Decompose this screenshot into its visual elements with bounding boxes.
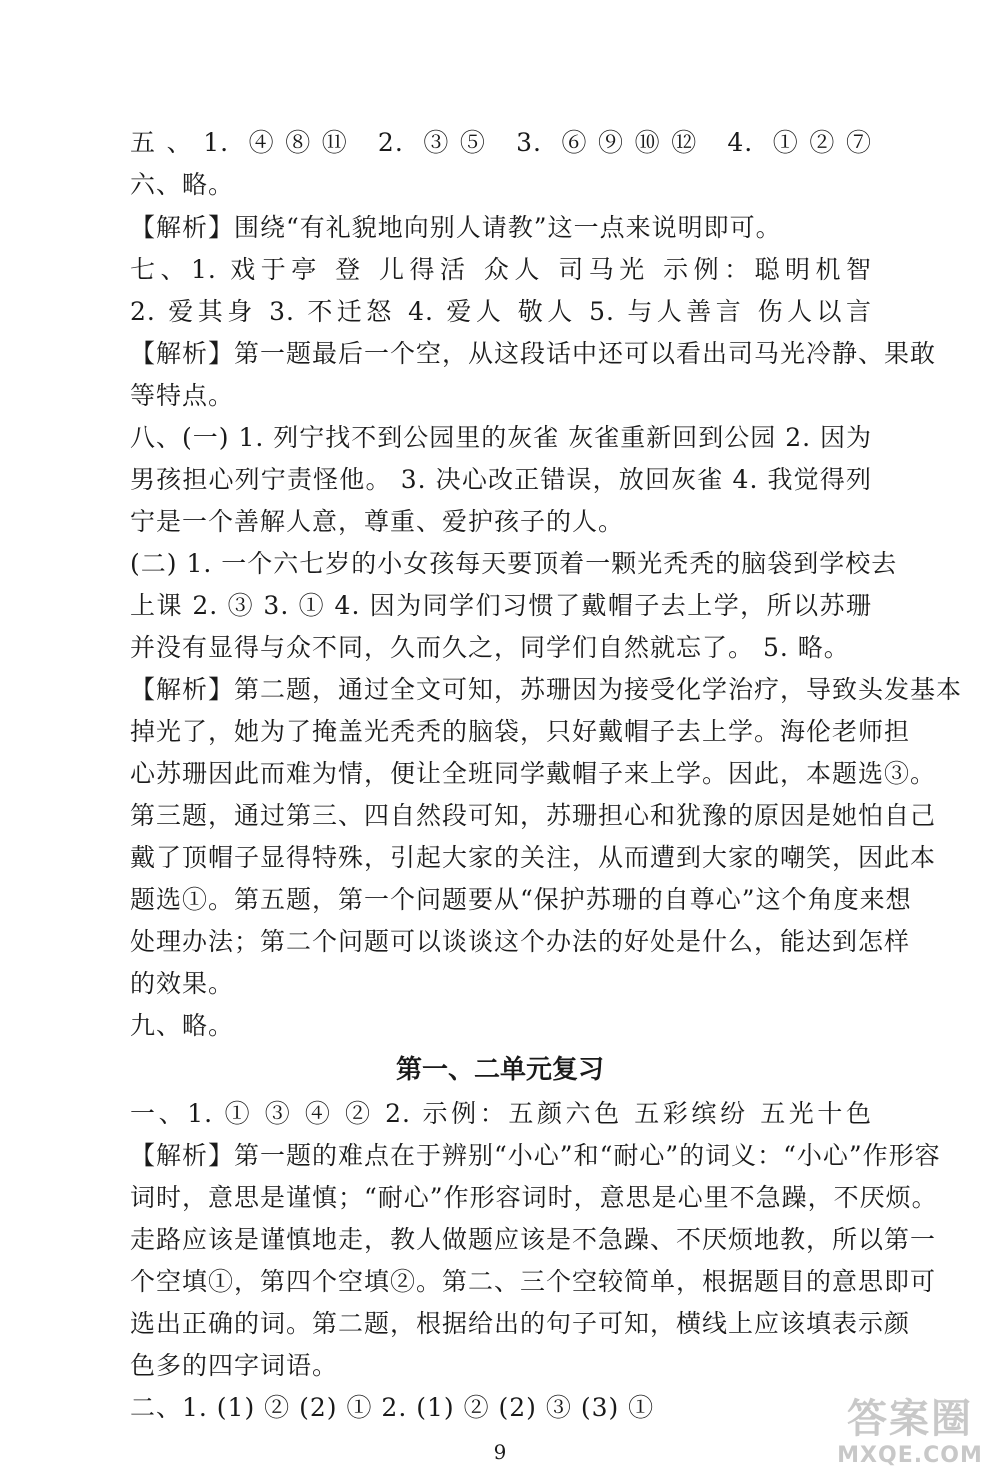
analysis-line: 掉光了，她为了掩盖光秃秃的脑袋，只好戴帽子去上学。海伦老师担 xyxy=(130,717,911,746)
watermark-url: MXQE.COM xyxy=(837,1443,983,1468)
answer-line: 男孩担心列宁责怪他。 3. 决心改正错误，放回灰雀 4. 我觉得列 xyxy=(130,465,872,494)
analysis-line: 戴了顶帽子显得特殊，引起大家的关注，从而遭到大家的嘲笑，因此本 xyxy=(130,843,937,872)
analysis-line: 心苏珊因此而难为情，便让全班同学戴帽子来上学。因此，本题选③。 xyxy=(130,759,937,788)
analysis-line: 走路应该是谨慎地走，教人做题应该是不急躁、不厌烦地教，所以第一 xyxy=(130,1225,937,1254)
analysis-line: 【解析】第二题，通过全文可知，苏珊因为接受化学治疗，导致头发基本 xyxy=(130,675,963,704)
answer-line-1: 一、1. ① ③ ④ ② 2. 示例：五颜六色 五彩缤纷 五光十色 xyxy=(130,1099,872,1128)
answer-line-9: 九、略。 xyxy=(130,1011,235,1040)
analysis-line: 的效果。 xyxy=(130,969,235,998)
page-number: 9 xyxy=(493,1440,507,1464)
answer-line-7: 七、1. 戏于亭 登 儿得活 众人 司马光 示例：聪明机智 xyxy=(130,255,872,284)
analysis-line: 题选①。第五题，第一个问题要从“保护苏珊的自尊心”这个角度来想 xyxy=(130,885,912,914)
analysis-line: 处理办法；第二个问题可以谈谈这个办法的好处是什么，能达到怎样 xyxy=(130,927,911,956)
answer-line-5: 五、1. ④⑧⑪ 2. ③⑤ 3. ⑥⑨⑩⑫ 4. ①②⑦ xyxy=(130,128,872,157)
answer-line-2: 二、1. (1) ② (2) ① 2. (1) ② (2) ③ (3) ① xyxy=(130,1393,655,1422)
section-title: 第一、二单元复习 xyxy=(395,1055,604,1085)
answer-line: (二) 1. 一个六七岁的小女孩每天要顶着一颗光秃秃的脑袋到学校去 xyxy=(130,549,898,578)
analysis-line: 选出正确的词。第二题，根据给出的句子可知，横线上应该填表示颜 xyxy=(130,1309,911,1338)
watermark-logo xyxy=(830,1395,990,1473)
analysis-line: 等特点。 xyxy=(130,381,235,410)
answer-line-8: 八、(一) 1. 列宁找不到公园里的灰雀 灰雀重新回到公园 2. 因为 xyxy=(130,423,872,452)
analysis-line: 个空填①，第四个空填②。第二、三个空较简单，根据题目的意思即可 xyxy=(130,1267,937,1296)
analysis-line: 【解析】第一题的难点在于辨别“小心”和“耐心”的词义：“小心”作形容 xyxy=(130,1141,941,1170)
analysis-line: 第三题，通过第三、四自然段可知，苏珊担心和犹豫的原因是她怕自己 xyxy=(130,801,937,830)
analysis-line: 【解析】围绕“有礼貌地向别人请教”这一点来说明即可。 xyxy=(130,213,782,242)
answer-line: 宁是一个善解人意，尊重、爱护孩子的人。 xyxy=(130,507,625,536)
watermark-glyphs: 答案圈 xyxy=(847,1395,973,1442)
answer-line: 上课 2. ③ 3. ① 4. 因为同学们习惯了戴帽子去上学，所以苏珊 xyxy=(130,591,872,620)
answer-line-6: 六、略。 xyxy=(130,170,235,199)
answer-line: 2. 爱其身 3. 不迁怒 4. 爱人 敬人 5. 与人善言 伤人以言 xyxy=(130,297,872,326)
analysis-line: 色多的四字词语。 xyxy=(130,1351,339,1380)
analysis-line: 【解析】第一题最后一个空，从这段话中还可以看出司马光冷静、果敢 xyxy=(130,339,937,368)
answer-line: 并没有显得与众不同，久而久之，同学们自然就忘了。 5. 略。 xyxy=(130,633,850,662)
analysis-line: 词时，意思是谨慎；“耐心”作形容词时，意思是心里不急躁，不厌烦。 xyxy=(130,1183,938,1212)
